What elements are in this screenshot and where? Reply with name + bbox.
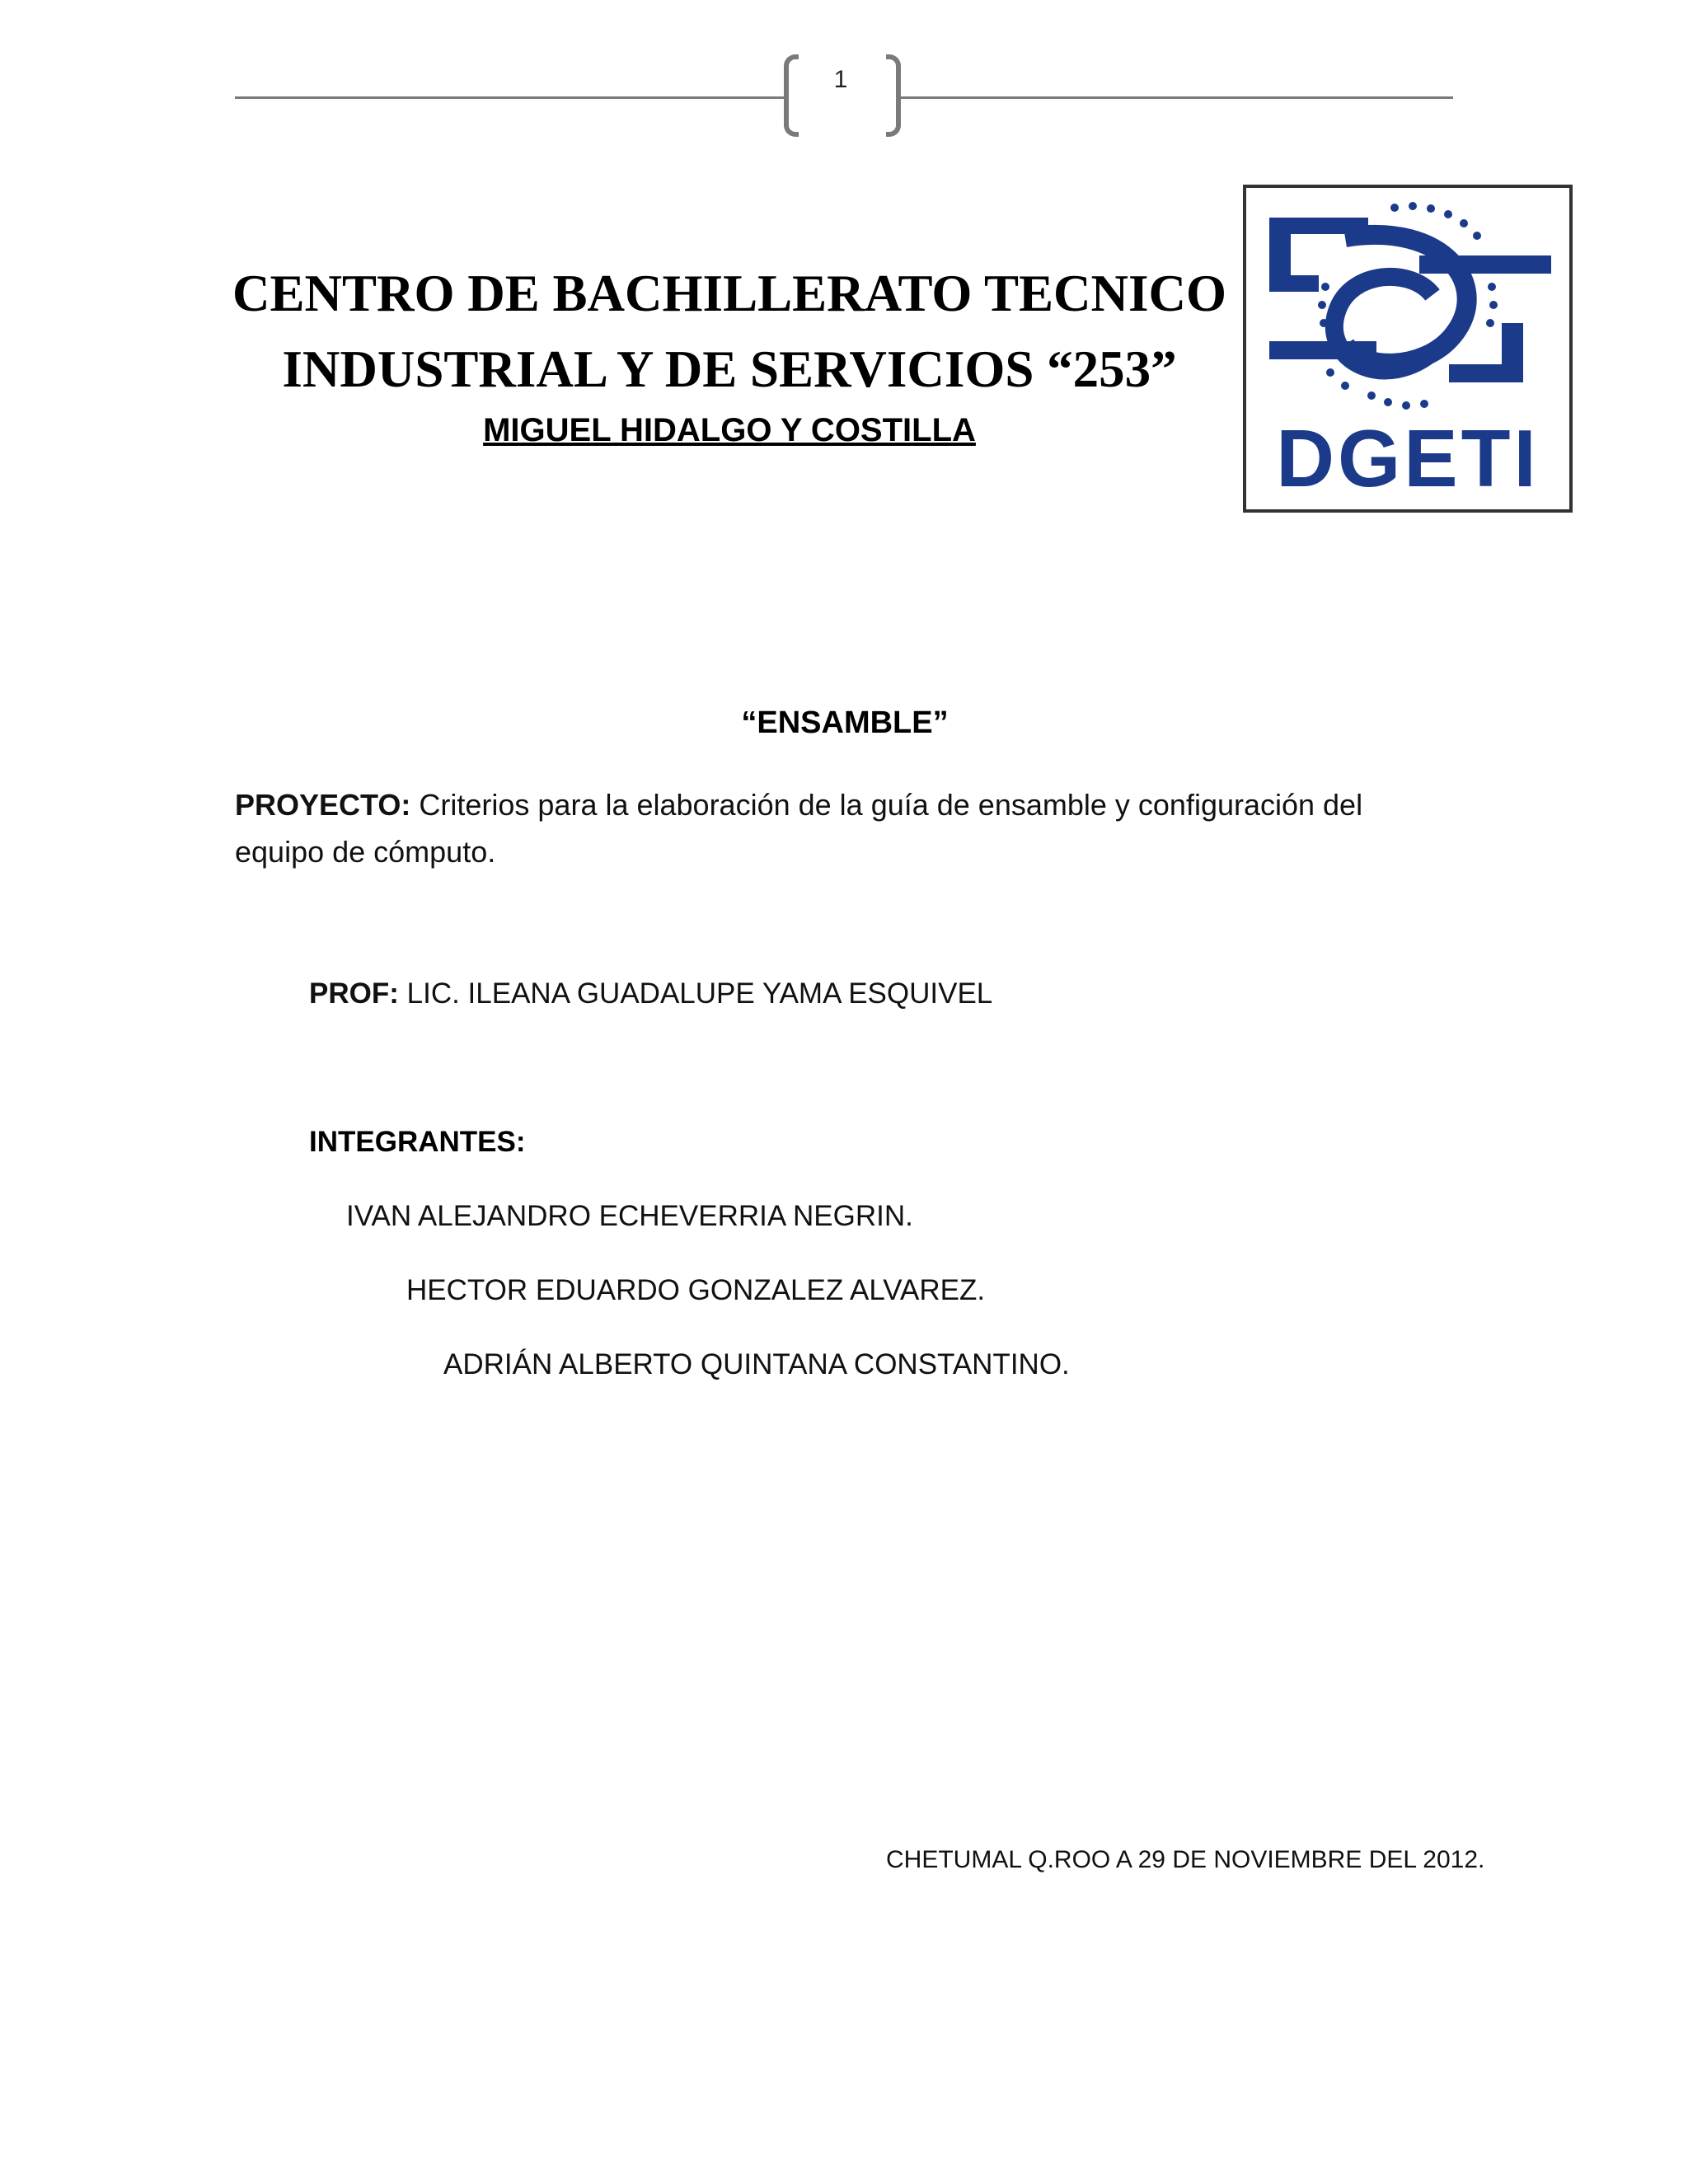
professor-label: PROF: <box>309 977 399 1010</box>
school-title-line2: INDUSTRIAL Y DE SERVICIOS “253” <box>282 340 1177 398</box>
professor-name: LIC. ILEANA GUADALUPE YAMA ESQUIVEL <box>406 977 993 1010</box>
page-number-bracket-left <box>784 54 799 137</box>
members-label: INTEGRANTES: <box>309 1126 526 1158</box>
member-name: ADRIÁN ALBERTO QUINTANA CONSTANTINO. <box>443 1348 1070 1380</box>
school-subtitle: MIGUEL HIDALGO Y COSTILLA <box>483 412 976 448</box>
header-rule-left <box>235 96 787 99</box>
professor-line <box>309 977 992 1010</box>
header-rule-right <box>901 96 1453 99</box>
dgeti-logo-icon <box>1246 188 1569 419</box>
page-number: 1 <box>833 66 848 93</box>
page-number-bracket-right <box>886 54 901 137</box>
logo-text: DGETI <box>1276 413 1540 504</box>
member-name: IVAN ALEJANDRO ECHEVERRIA NEGRIN. <box>346 1200 913 1232</box>
project-label: PROYECTO: <box>235 788 411 822</box>
document-title: “ENSAMBLE” <box>741 705 949 740</box>
member-name: HECTOR EDUARDO GONZALEZ ALVAREZ. <box>406 1274 986 1306</box>
project-paragraph <box>235 781 1405 875</box>
school-title <box>223 255 1236 407</box>
project-text: Criterios para la elaboración de la guía de ensamble y configuración del equipo de cómputo. <box>235 788 1363 869</box>
place-date: CHETUMAL Q.ROO A 29 DE NOVIEMBRE DEL 2012. <box>886 1846 1485 1873</box>
school-title-line1: CENTRO DE BACHILLERATO TECNICO <box>232 265 1226 322</box>
dgeti-logo <box>1243 185 1573 513</box>
